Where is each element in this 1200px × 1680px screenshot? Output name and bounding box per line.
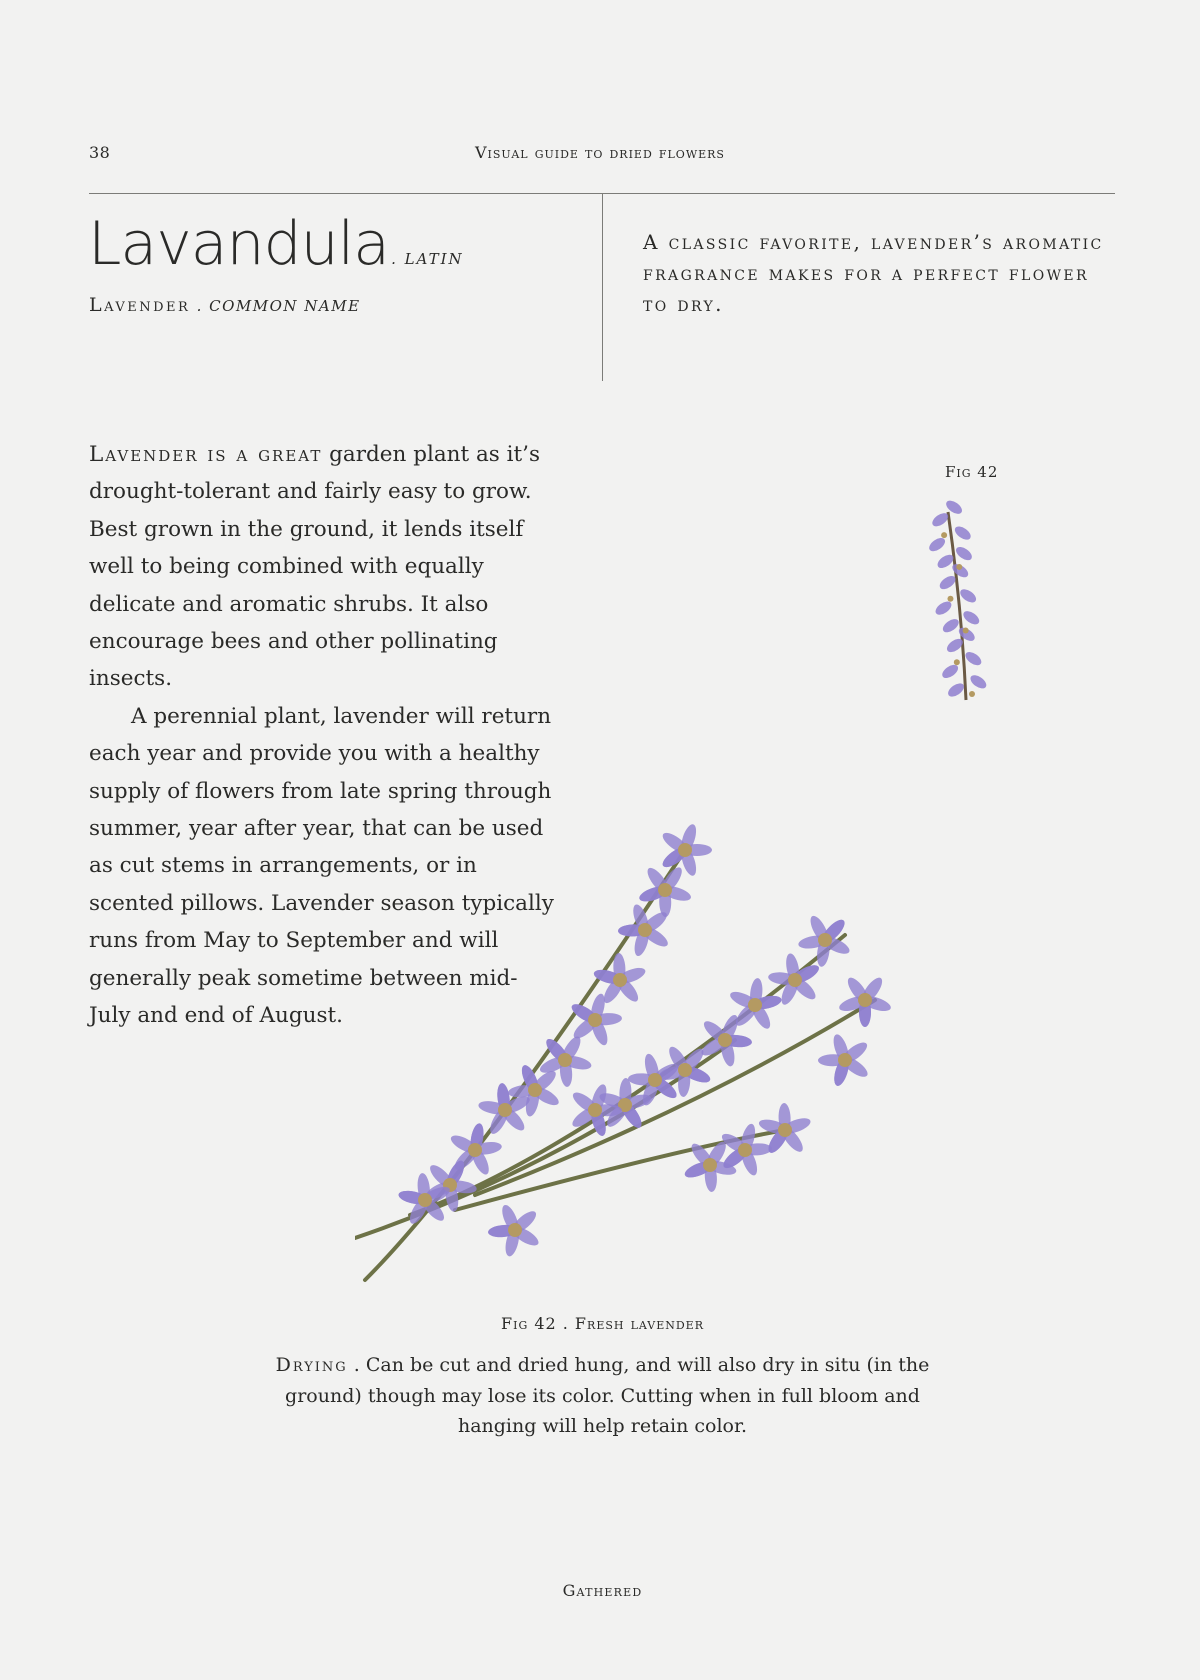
column-divider	[602, 194, 603, 381]
lavender-bunch-icon	[355, 810, 945, 1310]
figure-caption: Fig 42 . Fresh lavender	[501, 1314, 704, 1333]
figure-label: Fig 42	[945, 463, 999, 481]
body-paragraph-2: A perennial plant, lavender will return each year and provide you with a healthy supply of flowers from late spring through summer, year after year, that can be used as cut stems in arrangements, or in scented pillows. Lavender season typically runs from May to September and will generally peak sometime between mid-July and end of August.	[89, 703, 554, 1029]
running-title: Visual guide to dried flowers	[475, 143, 725, 162]
page-number: 38	[89, 143, 111, 162]
common-name: Lavender	[89, 294, 191, 316]
common-name-tag: . COMMON NAME	[190, 297, 361, 315]
footer-book-title: Gathered	[562, 1581, 643, 1600]
drying-separator: .	[347, 1354, 366, 1376]
drying-text: Can be cut and dried hung, and will also dry in situ (in the ground) though may lose its color. Cutting when in full bloom and hanging will help retain color.	[285, 1354, 930, 1437]
intro-text: A classic favorite, lavender’s aromatic fragrance makes for a perfect flower to dry.	[643, 230, 1104, 316]
drying-note	[270, 1350, 935, 1442]
lead-in: Lavender is a great	[89, 442, 323, 467]
paragraph-1-text: garden plant as it’s drought-tolerant and fairly easy to grow. Best grown in the ground, it lends itself well to being combined with equally delicate and aromatic shrubs. It also encourage bees and other pollinating insects.	[89, 442, 541, 692]
latin-name-heading	[88, 209, 464, 279]
common-name-heading	[89, 294, 361, 316]
drying-label: Drying	[275, 1354, 348, 1376]
latin-name: Lavandula	[88, 209, 390, 279]
lavender-sprig-icon	[918, 500, 1028, 710]
latin-tag: . LATIN	[391, 250, 464, 268]
body-paragraph-1	[89, 436, 559, 698]
